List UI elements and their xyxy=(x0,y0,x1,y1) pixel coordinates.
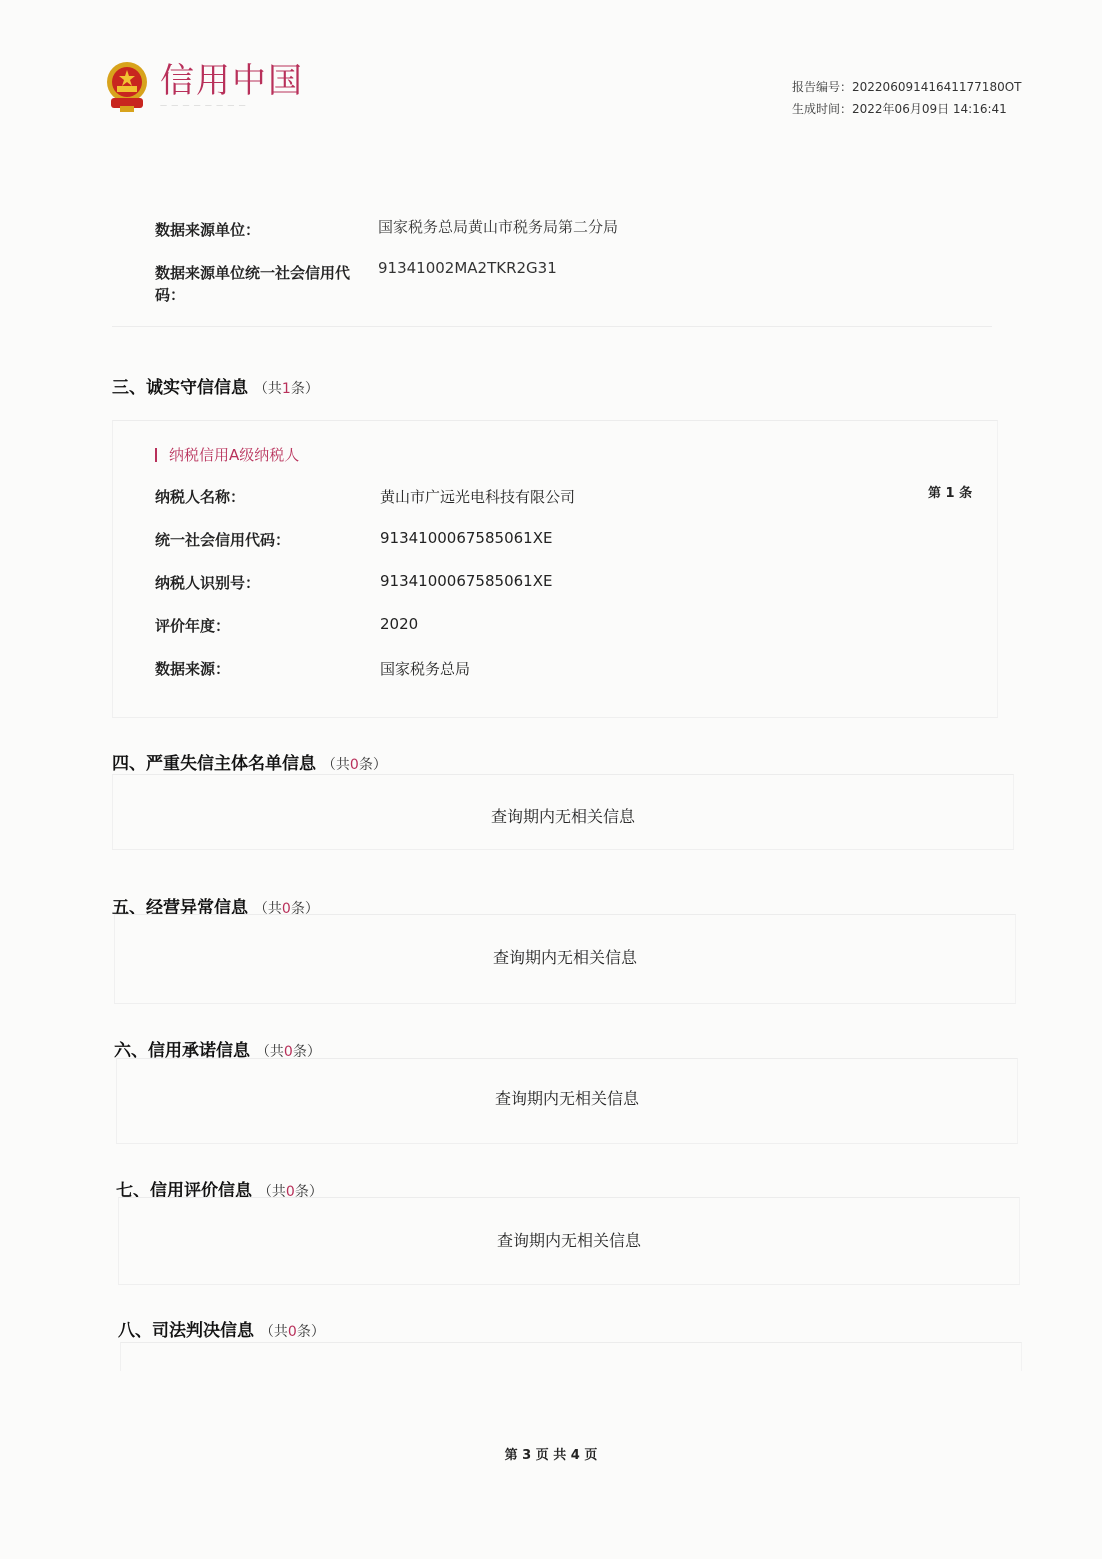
source-unit-row xyxy=(155,219,260,240)
section-5-title: 五、经营异常信息 （共0条） xyxy=(112,898,319,918)
section-5-empty-message: 查询期内无相关信息 xyxy=(492,948,637,967)
section-3-title: 三、诚实守信信息 （共1条） xyxy=(112,378,319,398)
table-row: 评价年度： 2020 xyxy=(155,615,419,635)
section-4-count: 0 xyxy=(349,757,359,773)
accent-bar xyxy=(155,448,157,462)
page-footer: 第 3 页 共 4 页 xyxy=(504,1448,598,1463)
section-7-title: 七、信用评价信息 （共0条） xyxy=(116,1181,323,1201)
section-3-count: 1 xyxy=(281,381,291,397)
section-6-box xyxy=(116,1058,1018,1144)
section-8-count: 0 xyxy=(287,1324,297,1340)
section-4-box xyxy=(112,774,1014,850)
logo-title: 信用中国 xyxy=(160,61,304,101)
report-meta xyxy=(792,76,1022,120)
source-code-value: 91341002MA2TKR2G31 xyxy=(378,259,557,277)
table-row: 纳税人名称： 黄山市广远光电科技有限公司 xyxy=(155,488,576,506)
section-8-title: 八、司法判决信息 （共0条） xyxy=(118,1321,325,1341)
section-7-box xyxy=(118,1197,1020,1285)
section-6-empty-message: 查询期内无相关信息 xyxy=(494,1089,639,1108)
report-no: 20220609141641177180OT xyxy=(852,80,1022,94)
gen-time: 2022年06月09日 14:16:41 xyxy=(852,102,1007,116)
source-unit-value: 国家税务总局黄山市税务局第二分局 xyxy=(378,218,619,236)
table-row: 纳税人识别号： 9134100067585061XE xyxy=(155,572,553,592)
table-row: 数据来源： 国家税务总局 xyxy=(155,660,471,678)
entry-number: 第 1 条 xyxy=(928,486,973,501)
section-6-title: 六、信用承诺信息 （共0条） xyxy=(114,1041,321,1061)
taxpayer-table xyxy=(155,486,575,701)
gen-time-label: 生成时间： xyxy=(792,102,853,116)
report-no-label: 报告编号： xyxy=(792,80,853,94)
section-7-empty-message: 查询期内无相关信息 xyxy=(496,1231,641,1250)
divider xyxy=(112,326,992,327)
section-6-count: 0 xyxy=(283,1044,293,1060)
source-unit-label: 数据来源单位： xyxy=(155,221,261,239)
table-row: 统一社会信用代码： 9134100067585061XE xyxy=(155,529,553,549)
source-code-value-row xyxy=(378,259,557,277)
national-emblem-icon xyxy=(104,58,150,114)
logo-subtitle: — — — — — — — — xyxy=(160,101,247,109)
source-unit-value-row xyxy=(378,216,618,237)
credit-china-logo xyxy=(104,58,304,114)
section-7-count: 0 xyxy=(285,1184,295,1200)
section-4-empty-message: 查询期内无相关信息 xyxy=(490,807,635,826)
section-5-box xyxy=(114,914,1016,1004)
section-5-count: 0 xyxy=(281,901,291,917)
source-code-label: 数据来源单位统一社会信用代 码： xyxy=(155,264,351,304)
section-8-box xyxy=(120,1342,1022,1371)
taxpayer-subtitle: 纳税信用A级纳税人 xyxy=(155,444,299,465)
section-4-title: 四、严重失信主体名单信息 （共0条） xyxy=(112,754,387,774)
